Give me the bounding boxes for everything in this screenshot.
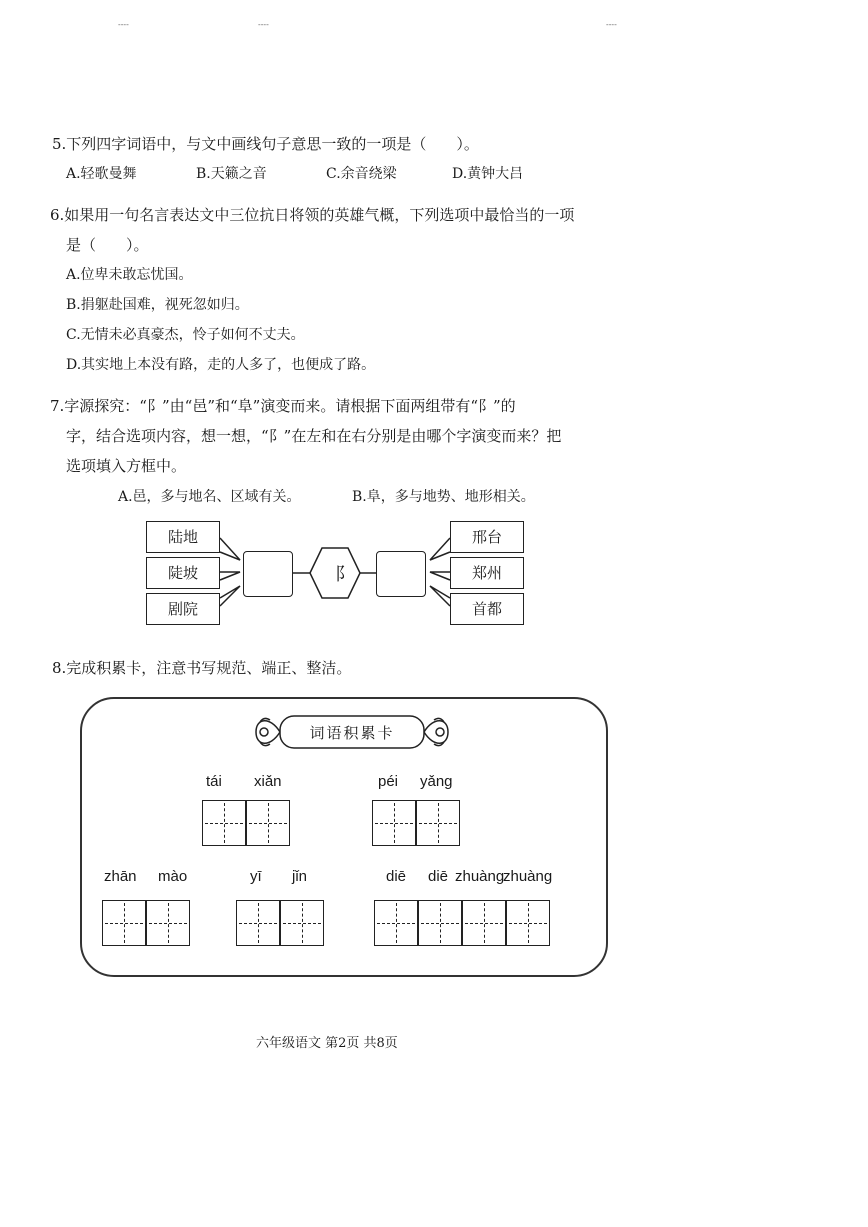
pinyin-label: zhuàng xyxy=(455,868,505,885)
q5-option-d: D.黄钟大吕 xyxy=(452,166,524,182)
pinyin-label: yǎng xyxy=(420,773,453,790)
left-word-box: 剧院 xyxy=(146,593,220,625)
writing-grid-cell[interactable] xyxy=(418,900,462,946)
q6-stem-line2: 是（ ）。 xyxy=(66,236,149,254)
pinyin-label: diē xyxy=(428,868,449,885)
scan-mark: ---- xyxy=(258,20,269,29)
q5-option-a: A.轻歌曼舞 xyxy=(66,166,137,182)
right-word-box: 郑州 xyxy=(450,557,524,589)
pinyin-label: jǐn xyxy=(292,868,308,885)
writing-grid-cell[interactable] xyxy=(506,900,550,946)
q6-option-a: A.位卑未敢忘忧国。 xyxy=(66,267,193,283)
right-word-box: 邢台 xyxy=(450,521,524,553)
right-word-box: 首都 xyxy=(450,593,524,625)
pinyin-label: yī xyxy=(250,868,262,885)
pinyin-label: zhān xyxy=(104,868,137,885)
q5-option-c: C.余音绕梁 xyxy=(326,166,397,182)
q7-line2: 字，结合选项内容，想一想，“阝”在左和在右分别是由哪个字演变而来？把 xyxy=(66,427,562,445)
writing-grid-cell[interactable] xyxy=(416,800,460,846)
q7-option-a: A.邑，多与地名、区域有关。 xyxy=(118,489,301,505)
writing-grid-cell[interactable] xyxy=(280,900,324,946)
writing-grid-cell[interactable] xyxy=(236,900,280,946)
pinyin-label: xiǎn xyxy=(254,773,282,790)
q8-stem: 8.完成积累卡，注意书写规范、端正、整洁。 xyxy=(52,659,352,677)
pinyin-label: mào xyxy=(158,868,188,885)
writing-grid-cell[interactable] xyxy=(374,900,418,946)
writing-grid-cell[interactable] xyxy=(372,800,416,846)
left-word-box: 陡坡 xyxy=(146,557,220,589)
q6-option-d: D.其实地上本没有路，走的人多了，也便成了路。 xyxy=(66,357,376,373)
writing-grid-cell[interactable] xyxy=(202,800,246,846)
q7-option-b: B.阜，多与地势、地形相关。 xyxy=(352,489,535,505)
scan-mark: ---- xyxy=(606,20,617,29)
writing-grid-cell[interactable] xyxy=(246,800,290,846)
q7-line1: 7.字源探究：“阝”由“邑”和“阜”演变而来。请根据下面两组带有“阝”的 xyxy=(50,397,516,415)
pinyin-label: tái xyxy=(206,773,222,790)
card-title: 词语积累卡 xyxy=(309,724,395,742)
pinyin-label: péi xyxy=(378,773,399,790)
q5-option-b: B.天籁之音 xyxy=(196,166,267,182)
q7-line3: 选项填入方框中。 xyxy=(66,457,187,475)
writing-grid-cell[interactable] xyxy=(146,900,190,946)
radical-hexagon-label: 阝 xyxy=(335,564,353,584)
q5-stem: 5.下列四字词语中，与文中画线句子意思一致的一项是（ ）。 xyxy=(52,135,479,153)
answer-box-left[interactable] xyxy=(243,551,293,597)
answer-box-right[interactable] xyxy=(376,551,426,597)
q6-option-b: B.捐躯赴国难，视死忽如归。 xyxy=(66,297,249,313)
writing-grid-cell[interactable] xyxy=(102,900,146,946)
q6-option-c: C.无情未必真豪杰，怜子如何不丈夫。 xyxy=(66,327,305,343)
left-word-box: 陆地 xyxy=(146,521,220,553)
pinyin-label: diē xyxy=(386,868,407,885)
pinyin-label: zhuàng xyxy=(503,868,553,885)
page-footer: 六年级语文 第2页 共8页 xyxy=(256,1036,398,1051)
q6-stem-line1: 6.如果用一句名言表达文中三位抗日将领的英雄气概，下列选项中最恰当的一项 xyxy=(50,206,575,224)
writing-grid-cell[interactable] xyxy=(462,900,506,946)
scan-mark: ---- xyxy=(118,20,129,29)
